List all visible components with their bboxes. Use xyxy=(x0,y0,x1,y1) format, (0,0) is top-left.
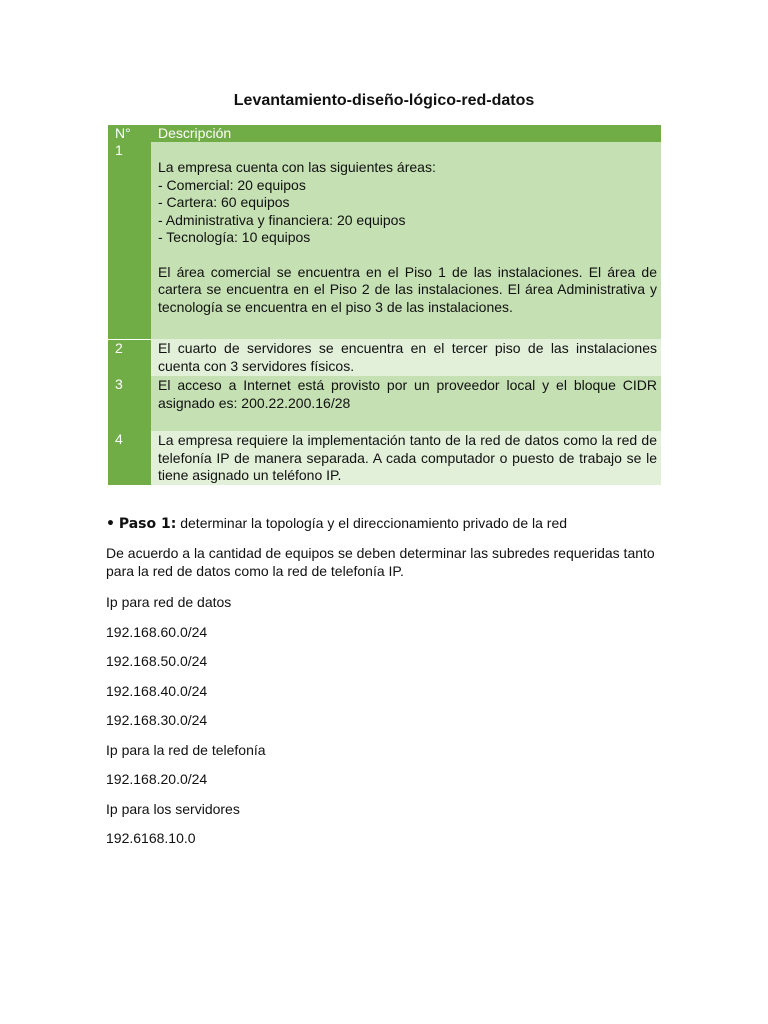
row-description: La empresa requiere la implementación tanto de la red de datos como la red de telefonía IP de manera separada. A cada computador o puesto de trabajo se le tiene asignado un teléfono IP. xyxy=(151,431,661,485)
ip-section-heading: Ip para red de datos xyxy=(106,594,232,610)
table-row xyxy=(108,142,661,339)
step-one xyxy=(106,514,567,533)
step-text: determinar la topología y el direccionamiento privado de la red xyxy=(180,515,568,531)
row-description xyxy=(151,142,661,339)
requirements-table xyxy=(108,125,661,485)
row-number: 4 xyxy=(108,431,151,485)
row-number: 1 xyxy=(108,142,151,339)
area-item: - Tecnología: 10 equipos xyxy=(158,229,311,245)
ip-section-heading: Ip para la red de telefonía xyxy=(106,741,266,758)
table-row xyxy=(108,431,661,485)
ip-address: 192.168.60.0/24 xyxy=(106,623,208,640)
ip-address: 192.168.50.0/24 xyxy=(106,653,208,669)
ip-address: 192.168.20.0/24 xyxy=(106,771,208,787)
body-paragraph: De acuerdo a la cantidad de equipos se deben determinar las subredes requeridas tanto para la red de datos como la red de telefonía IP. xyxy=(106,545,655,579)
row-description: El cuarto de servidores se encuentra en el tercer piso de las instalaciones cuenta con 3 servidores físicos. xyxy=(151,339,661,376)
document-title: Levantamiento-diseño-lógico-red-datos xyxy=(233,92,535,109)
ip-address: 192.168.40.0/24 xyxy=(106,682,208,699)
header-description: Descripción xyxy=(151,125,661,142)
ip-section-heading: Ip para los servidores xyxy=(106,800,240,817)
table-row xyxy=(108,339,661,376)
row-number: 3 xyxy=(108,376,151,431)
floors-note: El área comercial se encuentra en el Piso 1 de las instalaciones. El área de cartera se encuentra en el Piso 2 de las instalaciones. El área Administrativa y tecnología se encuentra en el piso 3 de las instalaciones. xyxy=(158,263,657,315)
ip-address: 192.168.30.0/24 xyxy=(106,712,208,728)
step-label: Paso 1: xyxy=(118,516,177,532)
ip-list xyxy=(106,593,266,859)
header-num: N° xyxy=(108,125,151,142)
table-row xyxy=(108,376,661,431)
areas-intro: La empresa cuenta con las siguientes áreas: xyxy=(158,159,436,175)
area-item: - Administrativa y financiera: 20 equipos xyxy=(158,211,406,228)
area-item: - Cartera: 60 equipos xyxy=(158,194,290,210)
ip-address: 192.6168.10.0 xyxy=(106,830,196,846)
table-header-row xyxy=(108,125,661,142)
bullet: • xyxy=(106,516,115,532)
area-item: - Comercial: 20 equipos xyxy=(158,176,306,193)
row-number: 2 xyxy=(108,339,151,376)
row-description: El acceso a Internet está provisto por un proveedor local y el bloque CIDR asignado es: 200.22.200.16/28 xyxy=(151,376,661,431)
